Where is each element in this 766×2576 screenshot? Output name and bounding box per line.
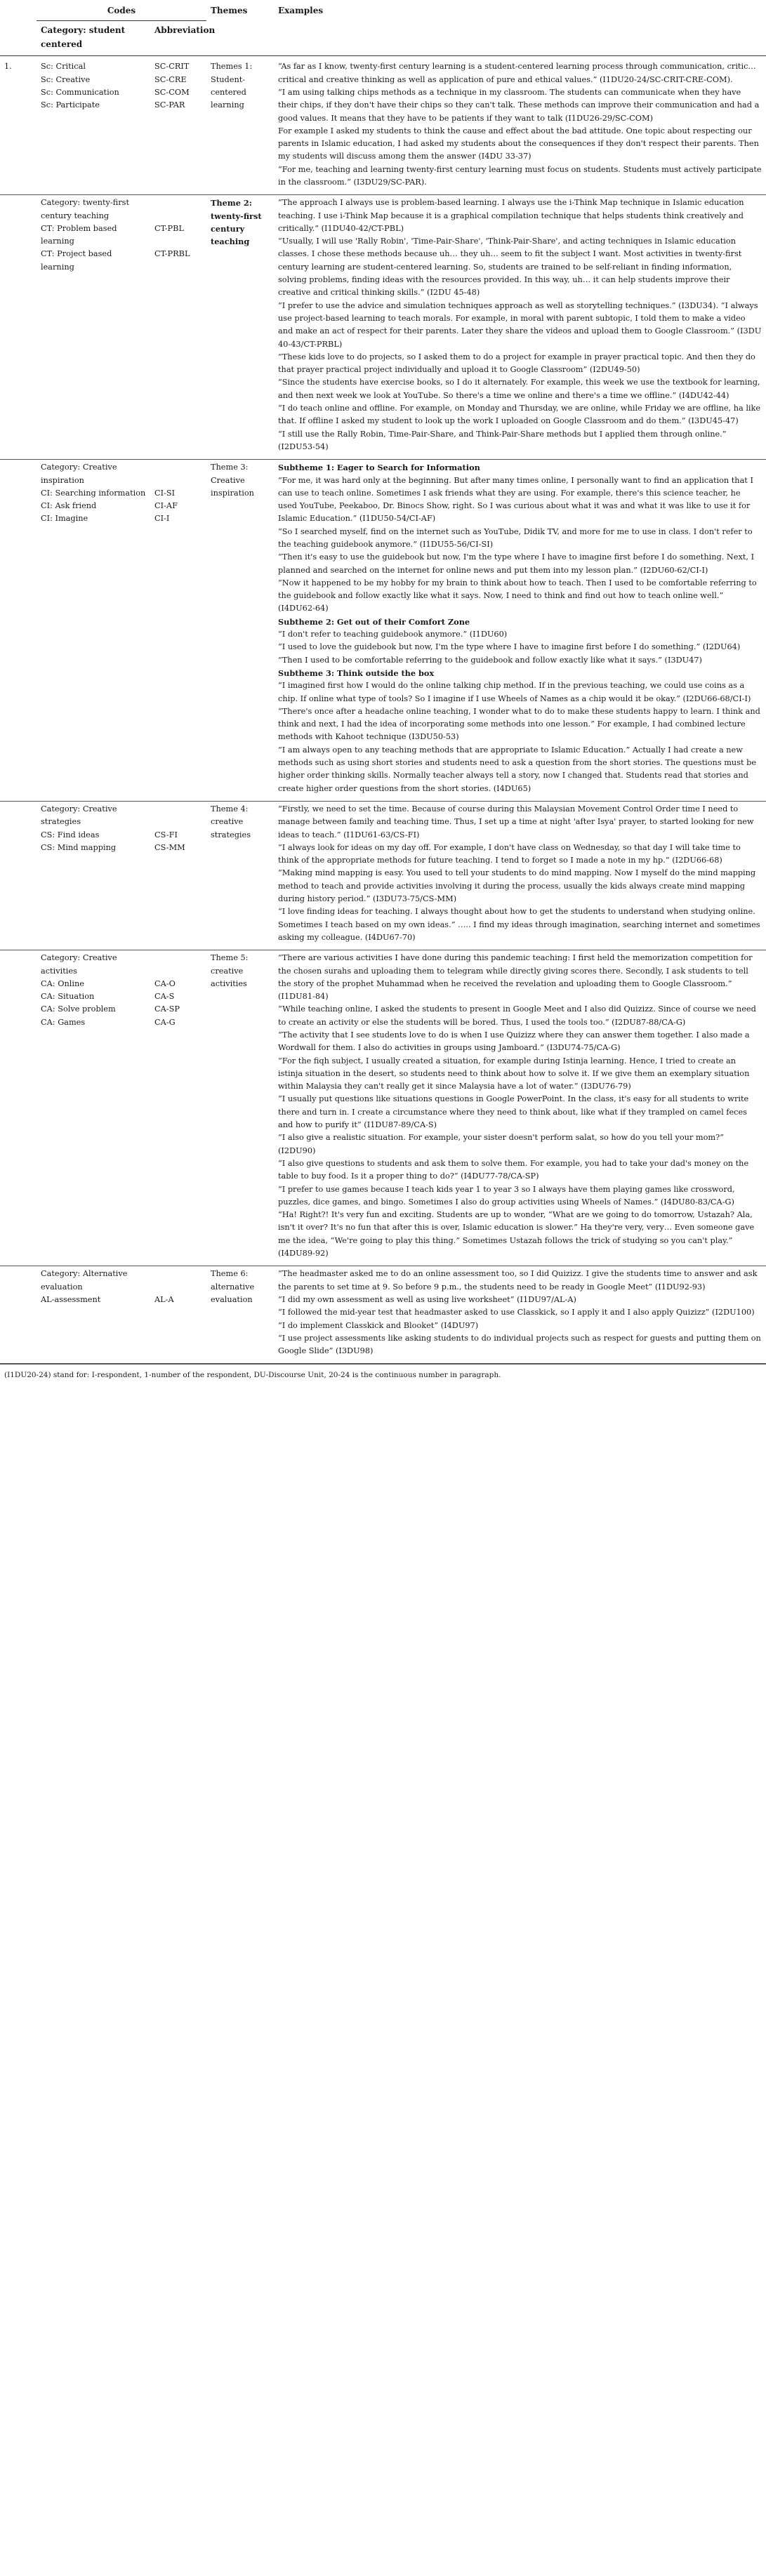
code-category: CS: Find ideas bbox=[41, 830, 100, 839]
code-abbreviations bbox=[150, 56, 206, 195]
table-row bbox=[0, 195, 766, 460]
example-quote: For example I asked my students to think the cause and effect about the bad attitude. One topic about respecting our parents in Islamic education, I had asked my students about the consequences if they don't respect their parents. Then my students will discuss among them the answer (I4DU 33-37) bbox=[278, 126, 759, 161]
code-category: CI: Ask friend bbox=[41, 501, 97, 511]
code-abbreviation: CI-SI bbox=[154, 488, 176, 498]
theme-name: Theme 2: twenty-first century teaching bbox=[206, 195, 274, 460]
code-categories bbox=[37, 801, 150, 950]
code-abbreviations bbox=[150, 950, 206, 1266]
table-row bbox=[0, 950, 766, 1266]
header-abbreviation: Abbreviation bbox=[150, 21, 206, 56]
example-quote: “Making mind mapping is easy. You used to tell your students to do mind mapping. Now I myself do the mind mapping method to teach and provide activities involving it during the process, usually the kids always create mind mapping during history period.” (I3DU73-75/CS-MM) bbox=[278, 868, 756, 904]
examples-cell bbox=[274, 950, 766, 1266]
examples-cell bbox=[274, 195, 766, 460]
example-quote: “For the fiqh subject, I usually created a situation, for example during Istinja learning. Hence, I tried to create an istinja situation in the desert, so students need to think about how to solve it. If we give them an exemplary situation within Malaysia they can't really get it since Malaysia have a lot of water.” (I3DU76-79) bbox=[278, 1056, 750, 1091]
row-number bbox=[0, 1266, 37, 1364]
header-row bbox=[0, 0, 766, 21]
example-quote: “I don't refer to teaching guidebook anymore.” (I1DU60) bbox=[278, 630, 508, 639]
example-quote: “The activity that I see students love to do is when I use Quizizz where they can answer them together. I also made a Wordwall for them. I also do activities in groups using Jamboard.” (I3DU74-75/CA-G) bbox=[278, 1030, 750, 1053]
example-quote: “Then it's easy to use the guidebook but now, I'm the type where I have to imagine first before I do something. Next, I planned and searched on the internet for online news and put them into my lesson plan.” (I2DU60-62/CI-I) bbox=[278, 552, 755, 575]
code-category: Sc: Participate bbox=[41, 100, 100, 110]
code-abbreviations bbox=[150, 1266, 206, 1364]
example-quote: “I love finding ideas for teaching. I always thought about how to get the students to understand when studying online. Sometimes I teach based on my own ideas.” ….. I find my ideas through imagination, searching internet and sometimes asking my colleague. (I4DU67-70) bbox=[278, 907, 760, 942]
examples-cell bbox=[274, 460, 766, 802]
example-quote: “Usually, I will use 'Rally Robin', 'Time-Pair-Share', 'Think-Pair-Share', and acting techniques in Islamic education classes. I chose these methods because uh… they uh… seem to fit the subject I want. Most activities in twenty-first century learning are student-centered learning. So, students are trained to be self-reliant in finding information, solving problems, finding ideas with the resources provided. In this way, uh… it can help students improve their creative and critical thinking skills.” (I2DU 45-48) bbox=[278, 237, 742, 298]
code-categories bbox=[37, 56, 150, 195]
example-quote: “Now it happened to be my hobby for my brain to think about how to teach. Then I used to be comfortable referring to the guidebook and follow exactly like what it says. Now, I need to think and find out how to teach online well.” (I4DU62-64) bbox=[278, 578, 757, 613]
table-row bbox=[0, 801, 766, 950]
example-quote: “Then I used to be comfortable referring to the guidebook and follow exactly like what it says.” (I3DU47) bbox=[278, 655, 702, 665]
row-number bbox=[0, 801, 37, 950]
code-categories bbox=[37, 1266, 150, 1364]
example-quote: “Firstly, we need to set the time. Because of course during this Malaysian Movement Control Order time I need to manage between family and teaching time. Thus, I set up a time at night 'after Isya' prayer, to started looking for new ideas to teach.” (I1DU61-63/CS-FI) bbox=[278, 804, 754, 839]
code-abbreviation: AL-A bbox=[154, 1294, 174, 1304]
code-category: CS: Mind mapping bbox=[41, 842, 117, 852]
row-number: 1. bbox=[0, 56, 37, 195]
code-abbreviation: CT-PRBL bbox=[154, 249, 190, 259]
code-category: Sc: Critical bbox=[41, 62, 86, 72]
example-quote: “I always look for ideas on my day off. For example, I don't have class on Wednesday, so that day I will take time to think of the appropriate methods for future teaching. I tend to forget so I made a note in my hp.” (I2DU66-68) bbox=[278, 842, 741, 865]
example-quote: “I also give a realistic situation. For example, your sister doesn't perform salat, so how do you tell your mom?” (I2DU90) bbox=[278, 1133, 724, 1155]
code-category: CA: Games bbox=[41, 1017, 86, 1027]
code-abbreviation: CA-O bbox=[154, 978, 176, 988]
code-abbreviation: CA-SP bbox=[154, 1004, 180, 1014]
example-quote: “I used to love the guidebook but now, I'm the type where I have to imagine first before I do something.” (I2DU64) bbox=[278, 642, 741, 652]
code-category: Category: Creative activities bbox=[41, 953, 117, 976]
code-abbreviations bbox=[150, 801, 206, 950]
code-abbreviation: CS-FI bbox=[154, 830, 178, 839]
example-quote: “The approach I always use is problem-based learning. I always use the i-Think Map technique in Islamic education teaching. I use i-Think Map because it is a graphical compilation technique that helps students think creatively and critically.” (I1DU40-42/CT-PBL) bbox=[278, 198, 744, 233]
code-categories bbox=[37, 950, 150, 1266]
code-abbreviation: SC-COM bbox=[154, 87, 190, 97]
theme-name: Theme 3: Creative inspiration bbox=[206, 460, 274, 802]
example-quote: “I did my own assessment as well as using live worksheet” (I1DU97/AL-A) bbox=[278, 1294, 576, 1304]
theme-name: Theme 6: alternative evaluation bbox=[206, 1266, 274, 1364]
code-category: CI: Searching information bbox=[41, 488, 146, 498]
code-category: CT: Problem based learning bbox=[41, 223, 117, 246]
code-abbreviation: CS-MM bbox=[154, 842, 185, 852]
example-quote: “Ha! Right?! It's very fun and exciting. Students are up to wonder, “What are we going to do tomorrow, Ustazah? Ala, isn't it over? It's no fun that after this is over, Islamic education is slower.” Ha they're very, very… Even someone gave me the idea, “We're going to play this thing.” Sometimes Ustazah follows the trick of studying so you can't play.” (I4DU89-92) bbox=[278, 1210, 755, 1259]
example-quote: “The headmaster asked me to do an online assessment too, so I did Quizizz. I give the students time to answer and ask the parents to set time at 9. So before 9 p.m., the students need to be ready in Google Meet” (I1DU92-93) bbox=[278, 1269, 758, 1292]
examples-cell bbox=[274, 1266, 766, 1364]
code-abbreviation: SC-CRIT bbox=[154, 62, 190, 72]
row-number bbox=[0, 950, 37, 1266]
code-category: Sc: Communication bbox=[41, 87, 119, 97]
subtheme-heading: Subtheme 3: Think outside the box bbox=[278, 668, 435, 678]
code-category: Category: twenty-first century teaching bbox=[41, 198, 129, 220]
theme-name: Theme 4: creative strategies bbox=[206, 801, 274, 950]
theme-name: Themes 1: Student-centered learning bbox=[206, 56, 274, 195]
code-abbreviation bbox=[154, 461, 202, 487]
row-number bbox=[0, 460, 37, 802]
code-categories bbox=[37, 460, 150, 802]
example-quote: “I usually put questions like situations questions in Google PowerPoint. In the class, it's easy for all students to write there and turn in. I create a circumstance where they need to think about, like what if they trampled on camel feces and how to purify it” (I1DU87-89/CA-S) bbox=[278, 1094, 749, 1130]
subtheme-heading: Subtheme 1: Eager to Search for Information bbox=[278, 463, 480, 473]
code-abbreviation: SC-PAR bbox=[154, 100, 185, 110]
code-category: Category: Alternative evaluation bbox=[41, 1269, 128, 1292]
example-quote: “There are various activities I have done during this pandemic teaching: I first held the memorization competition for the chosen surahs and uploading them to telegram while directly giving scores there. Secondly, I ask students to tell the story of the prophet Muhammad when he received the revelation and uploading them to Google Classroom.” (I1DU81-84) bbox=[278, 953, 753, 1002]
table-row bbox=[0, 56, 766, 195]
example-quote: “There's once after a headache online teaching, I wonder what to do to make these students happy to learn. I think and think and next, I had the idea of incorporating some methods into one lesson.” For example, I had combined lecture methods with Kahoot technique (I3DU50-53) bbox=[278, 706, 760, 742]
header-codes: Codes bbox=[37, 0, 206, 21]
code-category: AL-assessment bbox=[41, 1294, 101, 1304]
table-body bbox=[0, 56, 766, 1364]
code-category: Sc: Creative bbox=[41, 74, 91, 84]
header-examples: Examples bbox=[278, 6, 324, 15]
subheader-blank bbox=[0, 21, 37, 56]
example-quote: “I also give questions to students and ask them to solve them. For example, you had to take your dad's money on the table to buy food. Is it a proper thing to do?” (I4DU77-78/CA-SP) bbox=[278, 1158, 749, 1181]
example-quote: “I am using talking chips methods as a technique in my classroom. The students can communicate when they have their chips, if they don't have their chips so they can't talk. These methods can improve their communication and had a good values. It means that they have to be patients if they want to talk (I1DU26-29/SC-COM) bbox=[278, 87, 760, 123]
subheader-blank-themes bbox=[206, 21, 274, 56]
code-abbreviation bbox=[154, 1268, 202, 1294]
example-quote: “As far as I know, twenty-first century learning is a student-centered learning process through communication, critic… critical and creative thinking as well as application of pure and ethical values.” (I1DU20-24/SC-CRIT-CRE-COM). bbox=[278, 62, 756, 84]
example-quote: “These kids love to do projects, so I asked them to do a project for example in prayer practical topic. And then they do that prayer practical project individually and upload it to Google Classroom” (I2DU49-50) bbox=[278, 352, 755, 375]
examples-cell bbox=[274, 801, 766, 950]
example-quote: “Since the students have exercise books, so I do it alternately. For example, this week we use the textbook for learning, and then next week we look at YouTube. So there's a time we online and there's a time we offline.” (I4DU42-44) bbox=[278, 378, 760, 400]
code-abbreviations bbox=[150, 195, 206, 460]
header-category: Category: student centered bbox=[37, 21, 150, 56]
example-quote: “While teaching online, I asked the students to present in Google Meet and I also did Quizizz. Since of course we need to create an activity or else the students will be bored. Thus, I used the tools too.” (I2DU87-88/CA-G) bbox=[278, 1004, 756, 1027]
code-category: Category: Creative strategies bbox=[41, 804, 117, 827]
code-abbreviation bbox=[154, 952, 202, 978]
example-quote: “I use project assessments like asking students to do individual projects such as respect for guests and putting them on Google Slide” (I3DU98) bbox=[278, 1333, 761, 1356]
subheader-row bbox=[0, 21, 766, 56]
code-category: CA: Situation bbox=[41, 992, 95, 1002]
example-quote: “For me, it was hard only at the beginning. But after many times online, I personally want to find an application that I can use to teach online. Sometimes I ask friends what they are using. For example, there's this science teacher, he used YouTube, Peekaboo, Dr. Binocs Show, right. So I was curious about what it was and what it was like to use it for Islamic Education.” (I1DU50-54/CI-AF) bbox=[278, 475, 753, 524]
header-blank bbox=[0, 0, 37, 21]
example-quote: “I prefer to use the advice and simulation techniques approach as well as storytelling techniques.” (I3DU34). “I always use project-based learning to teach morals. For example, in moral with parent subtopic, I told them to make a video and make an act of respect for their parents. Later they share the videos and upload them to Google Classroom.” (I3DU 40-43/CT-PRBL) bbox=[278, 300, 762, 349]
example-quote: “I do implement Classkick and Blooket” (I4DU97) bbox=[278, 1320, 479, 1330]
header-themes: Themes bbox=[211, 6, 248, 15]
example-quote: “I followed the mid-year test that headmaster asked to use Classkick, so I apply it and I also apply Quizizz” (I2DU100) bbox=[278, 1308, 755, 1317]
example-quote: “I prefer to use games because I teach kids year 1 to year 3 so I always have them playing games like crossword, puzzles, dice games, and bingo. Sometimes I also do group activities using Wheels of Names.” (I4DU80-83/CA-G) bbox=[278, 1184, 735, 1207]
example-quote: “I still use the Rally Robin, Time-Pair-Share, and Think-Pair-Share methods but I applied them through online.” (I2DU53-54) bbox=[278, 429, 727, 451]
theme-name: Theme 5: creative activities bbox=[206, 950, 274, 1266]
code-abbreviation: CA-S bbox=[154, 992, 175, 1002]
code-abbreviations bbox=[150, 460, 206, 802]
code-category: Category: Creative inspiration bbox=[41, 463, 117, 485]
example-quote: “So I searched myself, find on the internet such as YouTube, Didik TV, and more for me to use in class. I don't refer to the teaching guidebook anymore.” (I1DU55-56/CI-SI) bbox=[278, 526, 753, 549]
example-quote: “I am always open to any teaching methods that are appropriate to Islamic Education.” Actually I had create a new methods such as using short stories and students need to ask a question from the short stories. The questions must be higher order thinking skills. Normally teacher always tell a story, now I changed that. Students read that stories and create higher order questions from the short stories. (I4DU65) bbox=[278, 745, 757, 793]
example-quote: “For me, teaching and learning twenty-first century learning must focus on students. Students must actively participate in the classroom.” (I3DU29/SC-PAR). bbox=[278, 164, 762, 187]
subtheme-heading: Subtheme 2: Get out of their Comfort Zone bbox=[278, 616, 470, 627]
code-abbreviation bbox=[154, 197, 202, 223]
table-row bbox=[0, 1266, 766, 1364]
subheader-blank-examples bbox=[274, 21, 766, 56]
table-row bbox=[0, 460, 766, 802]
code-abbreviation: CA-G bbox=[154, 1017, 176, 1027]
code-category: CT: Project based learning bbox=[41, 249, 112, 272]
code-abbreviation: CT-PBL bbox=[154, 223, 184, 233]
code-categories bbox=[37, 195, 150, 460]
code-abbreviation: CI-I bbox=[154, 514, 170, 524]
example-quote: “I do teach online and offline. For example, on Monday and Thursday, we are online, while Friday we are offline, ha like that. If offline I asked my student to look up the work I uploaded on Google Classroom and do them.” (I3DU45-47) bbox=[278, 404, 761, 426]
table-footnote: (I1DU20-24) stand for: I-respondent, 1-number of the respondent, DU-Discourse Unit, 20-24 is the continuous number in paragraph. bbox=[0, 1364, 766, 1387]
code-abbreviation: SC-CRE bbox=[154, 74, 187, 84]
code-abbreviation bbox=[154, 803, 202, 829]
examples-cell bbox=[274, 56, 766, 195]
code-category: CA: Solve problem bbox=[41, 1004, 116, 1014]
code-category: CI: Imagine bbox=[41, 514, 88, 524]
example-quote: “I imagined first how I would do the online talking chip method. If in the previous teaching, we could use coins as a chip. If online what type of tools? So I imagine if I use Wheels of Names as a chip would it be okay.” (I2DU66-68/CI-I) bbox=[278, 681, 751, 703]
row-number bbox=[0, 195, 37, 460]
code-category: CA: Online bbox=[41, 978, 84, 988]
code-abbreviation: CI-AF bbox=[154, 501, 178, 511]
